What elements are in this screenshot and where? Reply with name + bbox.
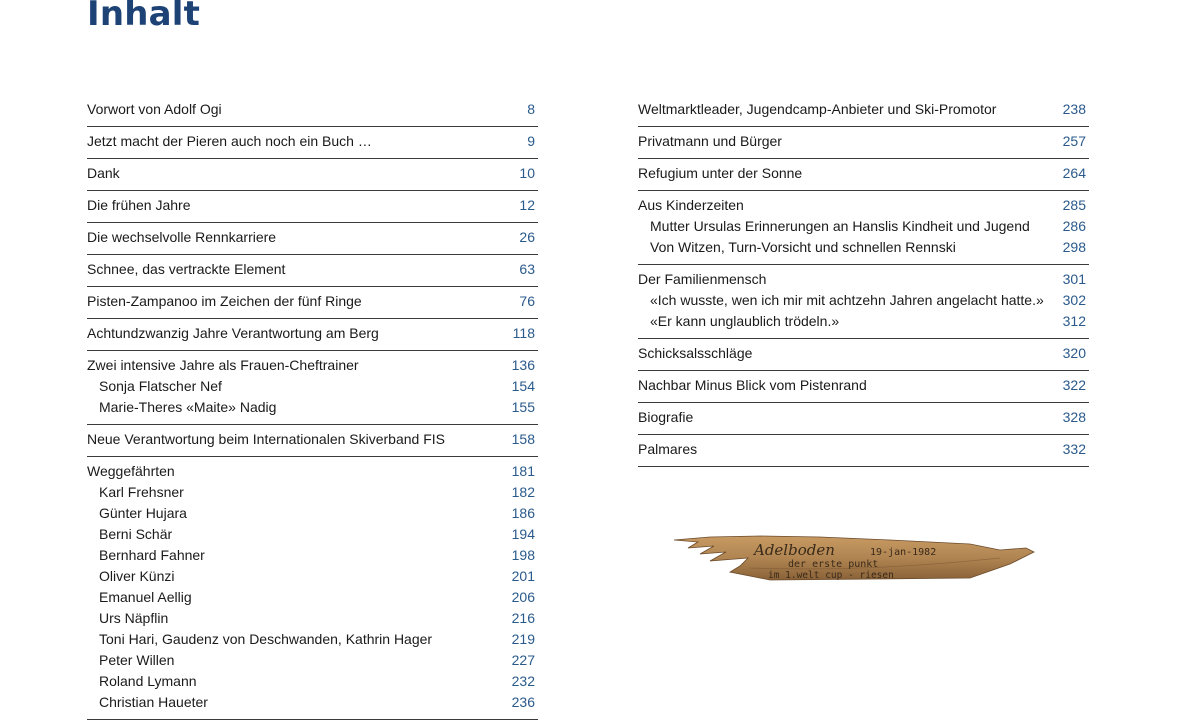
toc-subentry bbox=[638, 237, 1089, 258]
toc-page-number: 302 bbox=[1062, 292, 1086, 308]
toc-entry bbox=[87, 291, 538, 312]
toc-entry-title: Günter Hujara bbox=[99, 505, 187, 521]
toc-section bbox=[87, 95, 538, 127]
toc-entry-title: Dank bbox=[87, 165, 120, 181]
toc-subentry bbox=[87, 376, 538, 397]
toc-entry-title: Marie-Theres «Maite» Nadig bbox=[99, 399, 277, 415]
toc-entry bbox=[87, 323, 538, 344]
toc-entry-title: Urs Näpflin bbox=[99, 610, 169, 626]
toc-section bbox=[87, 191, 538, 223]
toc-page-number: 227 bbox=[511, 652, 535, 668]
toc-page-number: 206 bbox=[511, 589, 535, 605]
toc-subentry bbox=[87, 482, 538, 503]
toc-page-number: 312 bbox=[1062, 313, 1086, 329]
toc-page-number: 332 bbox=[1062, 441, 1086, 457]
toc-page-number: 322 bbox=[1062, 377, 1086, 393]
toc-subentry bbox=[638, 290, 1089, 311]
toc-page-number: 181 bbox=[511, 463, 535, 479]
toc-page-number: 194 bbox=[511, 526, 535, 542]
toc-left-column bbox=[87, 95, 538, 720]
toc-page-number: 12 bbox=[519, 197, 535, 213]
toc-subentry bbox=[87, 671, 538, 692]
toc-entry-title: Weltmarktleader, Jugendcamp-Anbieter und Ski-Promotor bbox=[638, 101, 997, 117]
toc-entry-title: Roland Lymann bbox=[99, 673, 197, 689]
toc-page-number: 182 bbox=[511, 484, 535, 500]
toc-entry-title: Zwei intensive Jahre als Frauen-Cheftrainer bbox=[87, 357, 359, 373]
toc-subentry bbox=[87, 650, 538, 671]
toc-entry bbox=[638, 439, 1089, 460]
toc-entry-title: Karl Frehsner bbox=[99, 484, 184, 500]
toc-entry bbox=[87, 355, 538, 376]
toc-entry bbox=[87, 195, 538, 216]
toc-page-number: 238 bbox=[1062, 101, 1086, 117]
toc-entry bbox=[87, 461, 538, 482]
toc-subentry bbox=[87, 629, 538, 650]
toc-entry-title: Palmares bbox=[638, 441, 698, 457]
toc-entry-title: Aus Kinderzeiten bbox=[638, 197, 744, 213]
toc-section bbox=[638, 127, 1089, 159]
toc-entry-title: Sonja Flatscher Nef bbox=[99, 378, 222, 394]
toc-page-number: 320 bbox=[1062, 345, 1086, 361]
toc-section bbox=[638, 159, 1089, 191]
toc-subentry bbox=[87, 587, 538, 608]
toc-entry bbox=[87, 131, 538, 152]
toc-page-number: 257 bbox=[1062, 133, 1086, 149]
toc-subentry bbox=[87, 503, 538, 524]
toc-page-number: 285 bbox=[1062, 197, 1086, 213]
toc-entry-title: Berni Schär bbox=[99, 526, 173, 542]
toc-page-number: 154 bbox=[511, 378, 535, 394]
page-title: Inhalt bbox=[87, 0, 201, 34]
toc-page-number: 9 bbox=[527, 133, 535, 149]
toc-entry-title: Bernhard Fahner bbox=[99, 547, 205, 563]
toc-page-number: 118 bbox=[512, 325, 535, 341]
ski-inscription-line2: der erste punkt bbox=[788, 559, 879, 570]
ski-tip-image bbox=[670, 528, 1038, 592]
toc-entry bbox=[87, 227, 538, 248]
toc-section bbox=[87, 319, 538, 351]
toc-entry-title: Vorwort von Adolf Ogi bbox=[87, 101, 222, 117]
toc-right-column bbox=[638, 95, 1089, 467]
toc-page-number: 219 bbox=[511, 631, 535, 647]
toc-entry-title: Weggefährten bbox=[87, 463, 175, 479]
toc-entry bbox=[638, 195, 1089, 216]
toc-entry-title: Neue Verantwortung beim Internationalen Skiverband FIS bbox=[87, 431, 445, 447]
toc-subentry bbox=[87, 397, 538, 418]
toc-page-number: 136 bbox=[511, 357, 535, 373]
toc-entry bbox=[87, 429, 538, 450]
toc-subentry bbox=[87, 692, 538, 713]
toc-page-number: 198 bbox=[511, 547, 535, 563]
toc-entry bbox=[87, 99, 538, 120]
toc-section bbox=[638, 265, 1089, 339]
toc-section bbox=[87, 255, 538, 287]
toc-entry-title: Christian Haueter bbox=[99, 694, 208, 710]
toc-page-number: 10 bbox=[519, 165, 535, 181]
toc-subentry bbox=[638, 216, 1089, 237]
toc-subentry bbox=[87, 566, 538, 587]
toc-entry-title: Der Familienmensch bbox=[638, 271, 767, 287]
toc-entry-title: Schicksalsschläge bbox=[638, 345, 753, 361]
toc-section bbox=[638, 403, 1089, 435]
toc-entry-title: Von Witzen, Turn-Vorsicht und schnellen Rennski bbox=[650, 239, 956, 255]
toc-page-number: 264 bbox=[1062, 165, 1086, 181]
toc-page-number: 201 bbox=[511, 568, 535, 584]
toc-section bbox=[87, 457, 538, 720]
toc-subentry bbox=[87, 524, 538, 545]
toc-page-number: 328 bbox=[1062, 409, 1086, 425]
toc-entry-title: Jetzt macht der Pieren auch noch ein Buch … bbox=[87, 133, 372, 149]
toc-page-number: 76 bbox=[519, 293, 535, 309]
toc-entry-title: Refugium unter der Sonne bbox=[638, 165, 803, 181]
toc-subentry bbox=[87, 545, 538, 566]
toc-section bbox=[638, 371, 1089, 403]
toc-page-number: 301 bbox=[1062, 271, 1086, 287]
toc-section bbox=[87, 287, 538, 319]
toc-page-number: 186 bbox=[511, 505, 535, 521]
toc-entry bbox=[87, 163, 538, 184]
toc-page-number: 155 bbox=[511, 399, 535, 415]
toc-entry-title: Mutter Ursulas Erinnerungen an Hanslis Kindheit und Jugend bbox=[650, 218, 1030, 234]
toc-entry-title: Emanuel Aellig bbox=[99, 589, 192, 605]
toc-entry bbox=[638, 375, 1089, 396]
toc-entry bbox=[638, 407, 1089, 428]
toc-page-number: 286 bbox=[1062, 218, 1086, 234]
toc-section bbox=[87, 425, 538, 457]
toc-entry bbox=[638, 163, 1089, 184]
toc-subentry bbox=[87, 608, 538, 629]
toc-page-number: 232 bbox=[511, 673, 535, 689]
ski-inscription-date: 19-jan-1982 bbox=[870, 547, 937, 558]
toc-entry bbox=[87, 259, 538, 280]
toc-entry-title: Schnee, das vertrackte Element bbox=[87, 261, 286, 277]
toc-page-number: 236 bbox=[511, 694, 535, 710]
toc-entry-title: Achtundzwanzig Jahre Verantwortung am Berg bbox=[87, 325, 379, 341]
toc-entry-title: Oliver Künzi bbox=[99, 568, 175, 584]
toc-section bbox=[87, 127, 538, 159]
toc-section bbox=[638, 435, 1089, 467]
toc-section bbox=[638, 191, 1089, 265]
ski-inscription-line1: Adelboden bbox=[754, 541, 835, 559]
toc-entry-title: Pisten-Zampanoo im Zeichen der fünf Ringe bbox=[87, 293, 362, 309]
ski-inscription-line3: im 1.welt cup - riesen bbox=[768, 570, 894, 581]
toc-entry-title: Peter Willen bbox=[99, 652, 175, 668]
toc-subentry bbox=[638, 311, 1089, 332]
toc-entry bbox=[638, 269, 1089, 290]
toc-page-number: 8 bbox=[527, 101, 535, 117]
toc-page-number: 63 bbox=[519, 261, 535, 277]
toc-section bbox=[87, 223, 538, 255]
toc-entry-title: Nachbar Minus Blick vom Pistenrand bbox=[638, 377, 867, 393]
toc-section bbox=[638, 339, 1089, 371]
toc-page-number: 216 bbox=[511, 610, 535, 626]
toc-page-number: 298 bbox=[1062, 239, 1086, 255]
toc-page-number: 26 bbox=[519, 229, 535, 245]
toc-entry bbox=[638, 131, 1089, 152]
toc-entry-title: Toni Hari, Gaudenz von Deschwanden, Kathrin Hager bbox=[99, 631, 433, 647]
toc-entry-title: «Er kann unglaublich trödeln.» bbox=[650, 313, 840, 329]
toc-entry-title: Biografie bbox=[638, 409, 694, 425]
toc-entry bbox=[638, 99, 1089, 120]
toc-entry-title: Die frühen Jahre bbox=[87, 197, 191, 213]
toc-section bbox=[87, 351, 538, 425]
toc-page-number: 158 bbox=[511, 431, 535, 447]
toc-entry-title: Die wechselvolle Rennkarriere bbox=[87, 229, 277, 245]
toc-entry bbox=[638, 343, 1089, 364]
toc-entry-title: «Ich wusste, wen ich mir mit achtzehn Jahren angelacht hatte.» bbox=[650, 292, 1044, 308]
toc-section bbox=[638, 95, 1089, 127]
toc-section bbox=[87, 159, 538, 191]
toc-entry-title: Privatmann und Bürger bbox=[638, 133, 782, 149]
